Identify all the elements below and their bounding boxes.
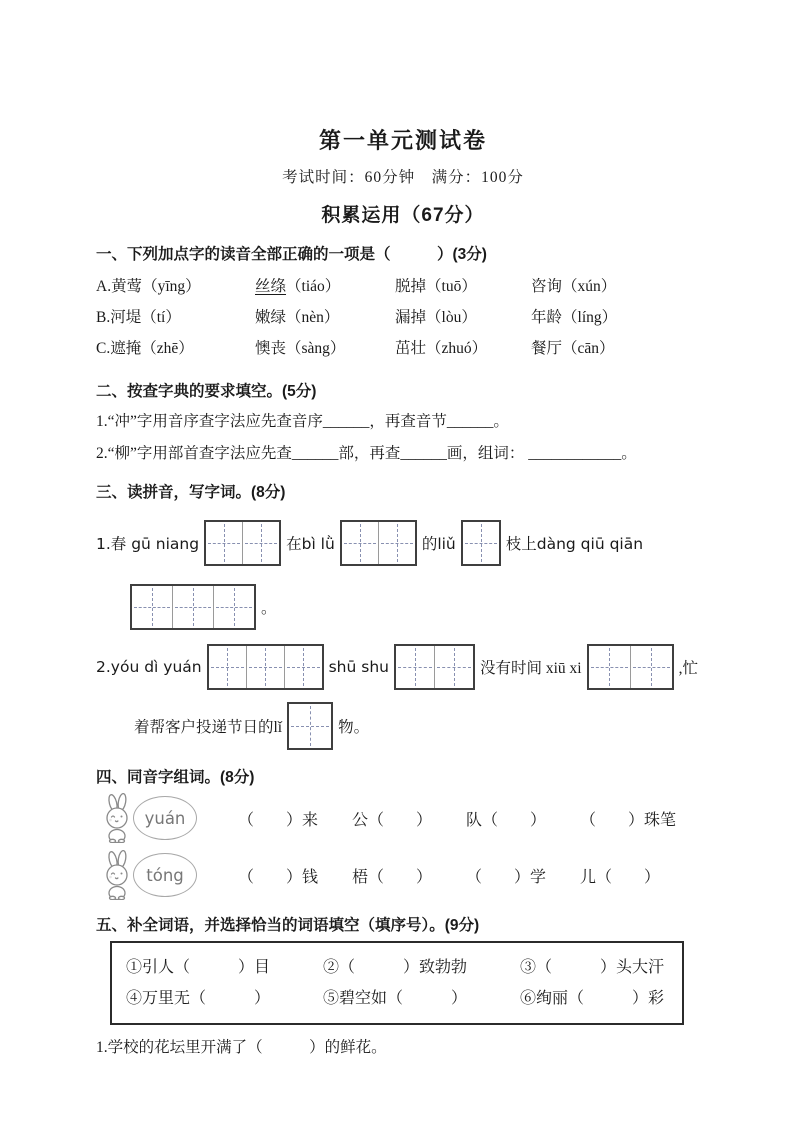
q2-heading: 二、按查字典的要求填空。(5分) bbox=[96, 383, 317, 400]
q3-line-2b bbox=[134, 702, 710, 750]
hanzi: 咨询 bbox=[531, 278, 563, 295]
grid-cell bbox=[206, 522, 243, 564]
q3-line2-text-1: 2.yóu dì yuán bbox=[96, 658, 202, 676]
grid-cell bbox=[285, 646, 322, 688]
q3-line1-text-1: 1.春 gū niang bbox=[96, 535, 200, 553]
hanzi: 茁壮 bbox=[395, 340, 427, 357]
word-item bbox=[255, 271, 395, 302]
q3-heading: 三、读拼音，写字词。(8分) bbox=[96, 484, 286, 501]
q4-blank-word: （ ）珠笔 bbox=[580, 811, 677, 829]
grid-cell bbox=[342, 522, 379, 564]
q3-line-1 bbox=[96, 520, 710, 566]
q1-row-c bbox=[96, 333, 710, 364]
q5-box-row-2 bbox=[126, 983, 668, 1014]
grid-cell bbox=[396, 646, 435, 688]
q2-item-1: 1.“冲”字用音序查字法应先查音序______，再查音节______。 bbox=[96, 413, 509, 430]
writing-grid bbox=[340, 520, 417, 566]
writing-grid bbox=[394, 644, 475, 690]
writing-grid bbox=[587, 644, 674, 690]
pinyin-bubble: tóng bbox=[133, 853, 197, 897]
pinyin: （zhuó） bbox=[426, 340, 488, 357]
pinyin-bubble: yuán bbox=[133, 796, 197, 840]
part-header: 积累运用（67分） bbox=[321, 205, 485, 226]
q5-sentence-1: 1.学校的花坛里开满了（ ）的鲜花。 bbox=[96, 1039, 387, 1056]
word-item bbox=[531, 333, 710, 364]
q4-row-tong bbox=[96, 849, 710, 901]
pinyin: （cān） bbox=[562, 340, 615, 357]
grid-cell bbox=[463, 522, 499, 564]
q4-blank-word: （ ）学 bbox=[466, 868, 547, 886]
q4-blank-word: 队（ ） bbox=[466, 811, 547, 829]
pinyin: （yīng） bbox=[142, 278, 201, 295]
q1-heading: 一、下列加点字的读音全部正确的一项是（ ）(3分) bbox=[96, 246, 487, 263]
hanzi: 漏掉 bbox=[395, 309, 427, 326]
writing-grid bbox=[461, 520, 501, 566]
hanzi: 河堤 bbox=[110, 309, 142, 326]
q5-phrase: ⑤碧空如（ ） bbox=[323, 990, 468, 1007]
writing-grid bbox=[130, 584, 256, 630]
exam-info: 考试时间：60分钟 满分：100分 bbox=[282, 169, 524, 186]
grid-cell bbox=[435, 646, 473, 688]
word-item bbox=[395, 271, 531, 302]
q5-phrase: ②（ ）致勃勃 bbox=[323, 959, 468, 976]
q5-phrase: ③（ ）头大汗 bbox=[520, 959, 665, 976]
q5-phrase: ①引人（ ）目 bbox=[126, 959, 271, 976]
option-label: C. bbox=[96, 340, 111, 357]
option-label: A. bbox=[96, 278, 112, 295]
pinyin: （tuō） bbox=[426, 278, 477, 295]
q1-options bbox=[96, 271, 710, 364]
pinyin: （tí） bbox=[141, 309, 181, 326]
pinyin: （líng） bbox=[562, 309, 618, 326]
q4-blank-word: 儿（ ） bbox=[580, 868, 661, 886]
q3-line2b-text-2: 物。 bbox=[338, 719, 370, 736]
grid-cell bbox=[631, 646, 672, 688]
q3-line-2 bbox=[96, 644, 710, 690]
writing-grid bbox=[207, 644, 324, 690]
writing-grid bbox=[287, 702, 333, 750]
q3-line1-text-4: 枝上dàng qiū qiān bbox=[505, 535, 644, 553]
option-label: B. bbox=[96, 309, 111, 326]
pinyin: （nèn） bbox=[286, 309, 340, 326]
word-item bbox=[255, 333, 395, 364]
word-item bbox=[395, 333, 531, 364]
pinyin: （xún） bbox=[562, 278, 617, 295]
word-item bbox=[255, 302, 395, 333]
q4-blank-word: （ ）来 bbox=[238, 811, 319, 829]
q3-line-1b bbox=[130, 584, 710, 630]
q4-blank-word: （ ）钱 bbox=[238, 868, 319, 886]
q3-line1-text-2: 在bì lǜ bbox=[286, 535, 335, 553]
q3-line2b-text-1: 着帮客户投递节日的lǐ bbox=[134, 719, 283, 736]
writing-grid bbox=[204, 520, 281, 566]
q3-line1-text-3: 的liǔ bbox=[421, 535, 456, 553]
q3-line2-text-2: shū shu bbox=[328, 658, 389, 676]
q4-items bbox=[238, 864, 660, 887]
q4-row-yuan bbox=[96, 792, 710, 844]
hanzi: 遮掩 bbox=[110, 340, 142, 357]
hanzi: 黄莺 bbox=[111, 278, 143, 295]
rabbit-badge bbox=[96, 793, 214, 843]
grid-cell bbox=[214, 586, 254, 628]
grid-cell bbox=[247, 646, 285, 688]
word-item bbox=[531, 302, 710, 333]
q5-phrase: ④万里无（ ） bbox=[126, 990, 271, 1007]
hanzi: 懊丧 bbox=[255, 340, 287, 357]
grid-cell bbox=[173, 586, 214, 628]
q4-items bbox=[238, 807, 676, 830]
grid-cell bbox=[209, 646, 247, 688]
pinyin: （sàng） bbox=[286, 340, 346, 357]
grid-cell bbox=[289, 704, 331, 748]
page-title: 第一单元测试卷 bbox=[318, 128, 487, 153]
word-item bbox=[96, 333, 255, 364]
q2-item-2: 2.“柳”字用部首查字法应先查______部，再查______画，组词： ____________。 bbox=[96, 445, 637, 462]
pinyin: （lòu） bbox=[426, 309, 477, 326]
hanzi: 丝绦 bbox=[255, 278, 287, 295]
rabbit-badge bbox=[96, 850, 214, 900]
q5-phrase: ⑥绚丽（ ）彩 bbox=[520, 990, 665, 1007]
word-item bbox=[96, 271, 255, 302]
q5-box-row-1 bbox=[126, 952, 668, 983]
word-item bbox=[395, 302, 531, 333]
q1-row-b bbox=[96, 302, 710, 333]
hanzi: 餐厅 bbox=[531, 340, 563, 357]
q4-heading: 四、同音字组词。(8分) bbox=[96, 769, 255, 786]
grid-cell bbox=[379, 522, 415, 564]
q4-blank-word: 梧（ ） bbox=[352, 868, 433, 886]
q1-row-a bbox=[96, 271, 710, 302]
word-item bbox=[96, 302, 255, 333]
q4-blank-word: 公（ ） bbox=[352, 811, 433, 829]
grid-cell bbox=[132, 586, 173, 628]
q3-line2-text-3: 没有时间 xiū xi bbox=[479, 660, 582, 677]
word-item bbox=[531, 271, 710, 302]
q3-line2-text-4: ,忙 bbox=[678, 660, 698, 677]
grid-cell bbox=[243, 522, 279, 564]
q5-heading: 五、补全词语，并选择恰当的词语填空（填序号）。(9分) bbox=[96, 917, 480, 934]
grid-cell bbox=[589, 646, 631, 688]
hanzi: 年龄 bbox=[531, 309, 563, 326]
hanzi: 脱掉 bbox=[395, 278, 427, 295]
q3-line1b-tail: 。 bbox=[261, 600, 277, 617]
pinyin: （tiáo） bbox=[286, 278, 341, 295]
q5-word-box bbox=[110, 941, 684, 1025]
hanzi: 嫩绿 bbox=[255, 309, 287, 326]
pinyin: （zhē） bbox=[141, 340, 194, 357]
